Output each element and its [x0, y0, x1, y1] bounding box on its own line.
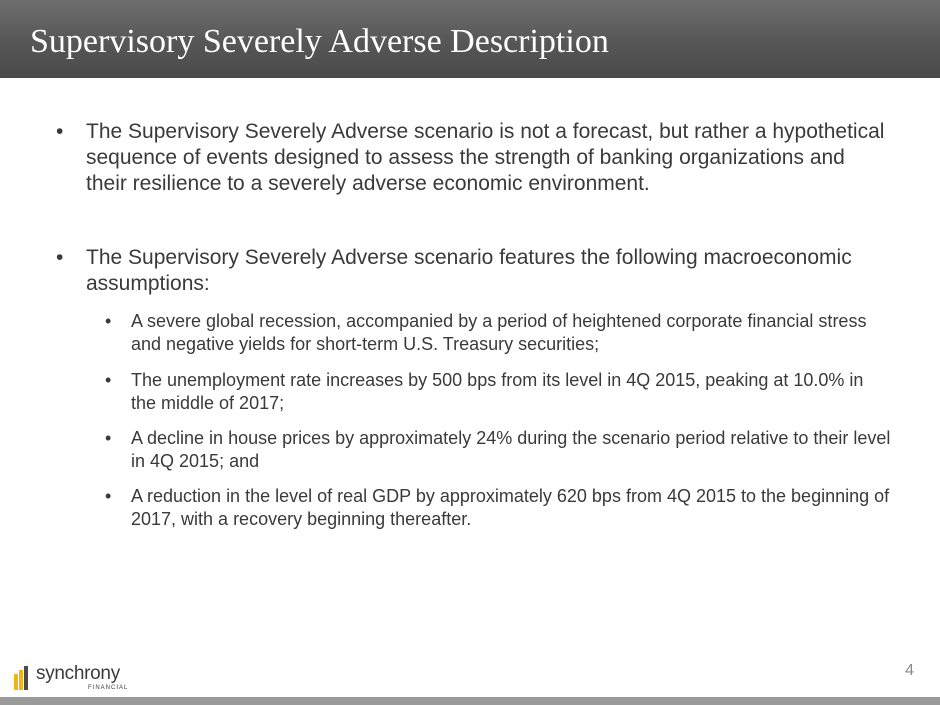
synchrony-logo-icon	[14, 666, 32, 690]
bullet-text: The Supervisory Severely Adverse scenario is not a forecast, but rather a hypothetical sequence of events designed to assess the strength of banking organizations and their resilience to a severely adverse economic environment.	[86, 120, 885, 195]
sub-bullet-text: A severe global recession, accompanied by a period of heightened corporate financial stress and negative yields for short-term U.S. Treasury securities;	[131, 311, 867, 354]
sub-bullet-item-2	[105, 369, 891, 415]
logo-wordmark: synchrony	[36, 663, 120, 684]
company-logo	[14, 664, 134, 692]
title-bar	[0, 0, 940, 78]
sub-bullet-text: A decline in house prices by approximately 24% during the scenario period relative to their level in 4Q 2015; and	[131, 428, 891, 471]
page-number: 4	[905, 662, 914, 679]
sub-bullet-marker: •	[105, 428, 112, 448]
bottom-bar	[0, 697, 940, 705]
sub-bullet-text: The unemployment rate increases by 500 bps from its level in 4Q 2015, peaking at 10.0% in the middle of 2017;	[131, 370, 864, 413]
logo-subtitle: FINANCIAL	[88, 685, 129, 691]
bullet-item-1	[56, 119, 886, 197]
bullet-marker: •	[56, 246, 64, 269]
sub-bullet-marker: •	[105, 370, 112, 390]
sub-bullet-marker: •	[105, 486, 112, 506]
sub-bullet-item-3	[105, 427, 891, 473]
sub-bullet-item-1	[105, 310, 891, 356]
sub-bullet-marker: •	[105, 311, 112, 331]
slide-title: Supervisory Severely Adverse Description	[30, 23, 609, 60]
sub-bullet-item-4	[105, 485, 891, 531]
bullet-item-2	[56, 245, 886, 297]
bullet-marker: •	[56, 120, 64, 143]
sub-bullet-text: A reduction in the level of real GDP by approximately 620 bps from 4Q 2015 to the beginning of 2017, with a recovery beginning thereafter.	[131, 486, 890, 529]
bullet-text: The Supervisory Severely Adverse scenario features the following macroeconomic assumptions:	[86, 246, 852, 295]
